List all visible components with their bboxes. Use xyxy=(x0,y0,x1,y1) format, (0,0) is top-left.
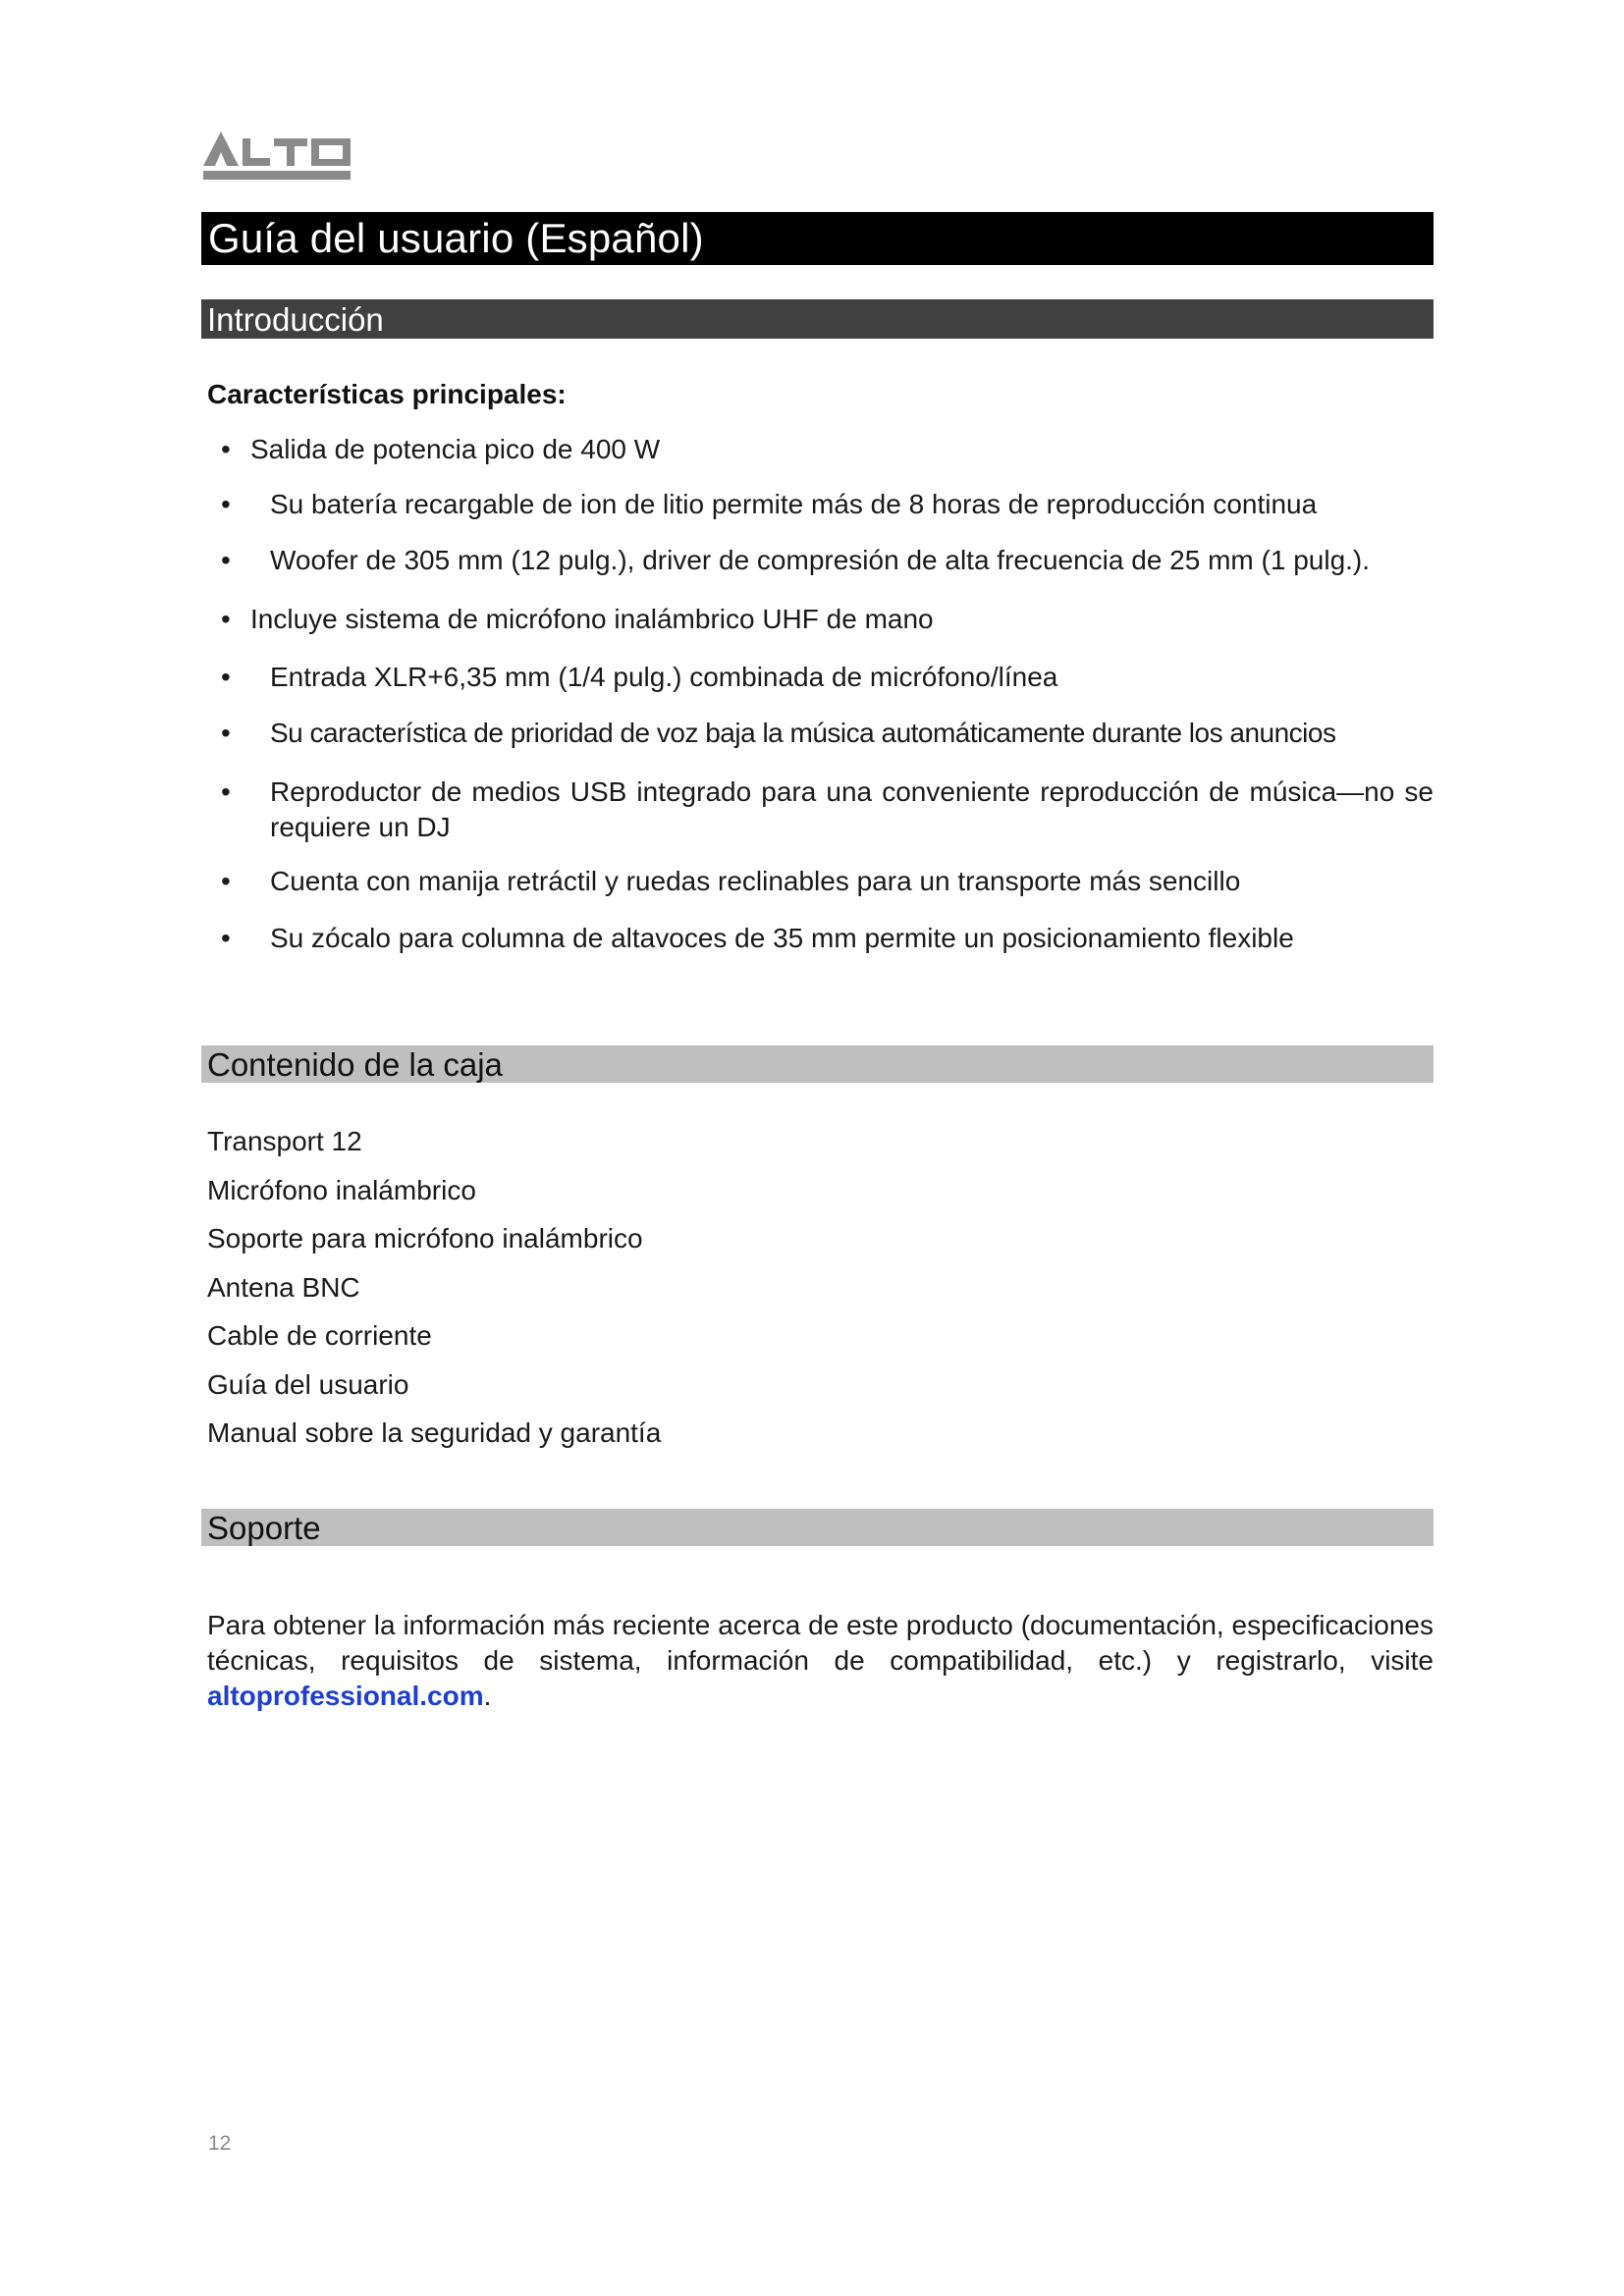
list-item: Soporte para micrófono inalámbrico xyxy=(207,1223,643,1254)
alto-logo-icon xyxy=(201,129,354,182)
list-item: Transport 12 xyxy=(207,1126,362,1156)
bullet-icon: • xyxy=(221,718,231,748)
bullet-icon: • xyxy=(221,434,231,464)
support-paragraph: Para obtener la información más reciente acerca de este producto (documentación, especificaciones técnicas, requisitos de sistema, información de compatibilidad, etc.) y registrarlo, visite altoprofessional.com. xyxy=(207,1610,1434,1711)
alto-professional-logo xyxy=(201,129,354,182)
list-item: Manual sobre la seguridad y garantía xyxy=(207,1417,662,1448)
box-contents-list xyxy=(207,1117,661,1458)
bullet-icon: • xyxy=(221,489,231,519)
page-number: 12 xyxy=(208,2132,232,2155)
list-item: Micrófono inalámbrico xyxy=(207,1174,476,1205)
support-link[interactable]: altoprofessional.com xyxy=(207,1681,484,1711)
section-heading-soporte: Soporte xyxy=(201,1509,1434,1546)
section-heading-introduccion: Introducción xyxy=(201,299,1434,339)
list-item: Antena BNC xyxy=(207,1271,360,1303)
page-title: Guía del usuario (Español) xyxy=(201,212,1434,265)
features-subheading: Características principales: xyxy=(207,379,567,409)
bullet-icon: • xyxy=(221,866,231,896)
bullet-icon: • xyxy=(221,662,231,692)
bullet-icon: • xyxy=(221,545,231,575)
bullet-icon: • xyxy=(221,604,231,634)
bullet-icon: • xyxy=(221,776,231,807)
bullet-icon: • xyxy=(221,923,231,953)
list-item: Guía del usuario xyxy=(207,1368,409,1400)
section-heading-contenido: Contenido de la caja xyxy=(201,1045,1434,1083)
list-item: Cable de corriente xyxy=(207,1320,432,1351)
